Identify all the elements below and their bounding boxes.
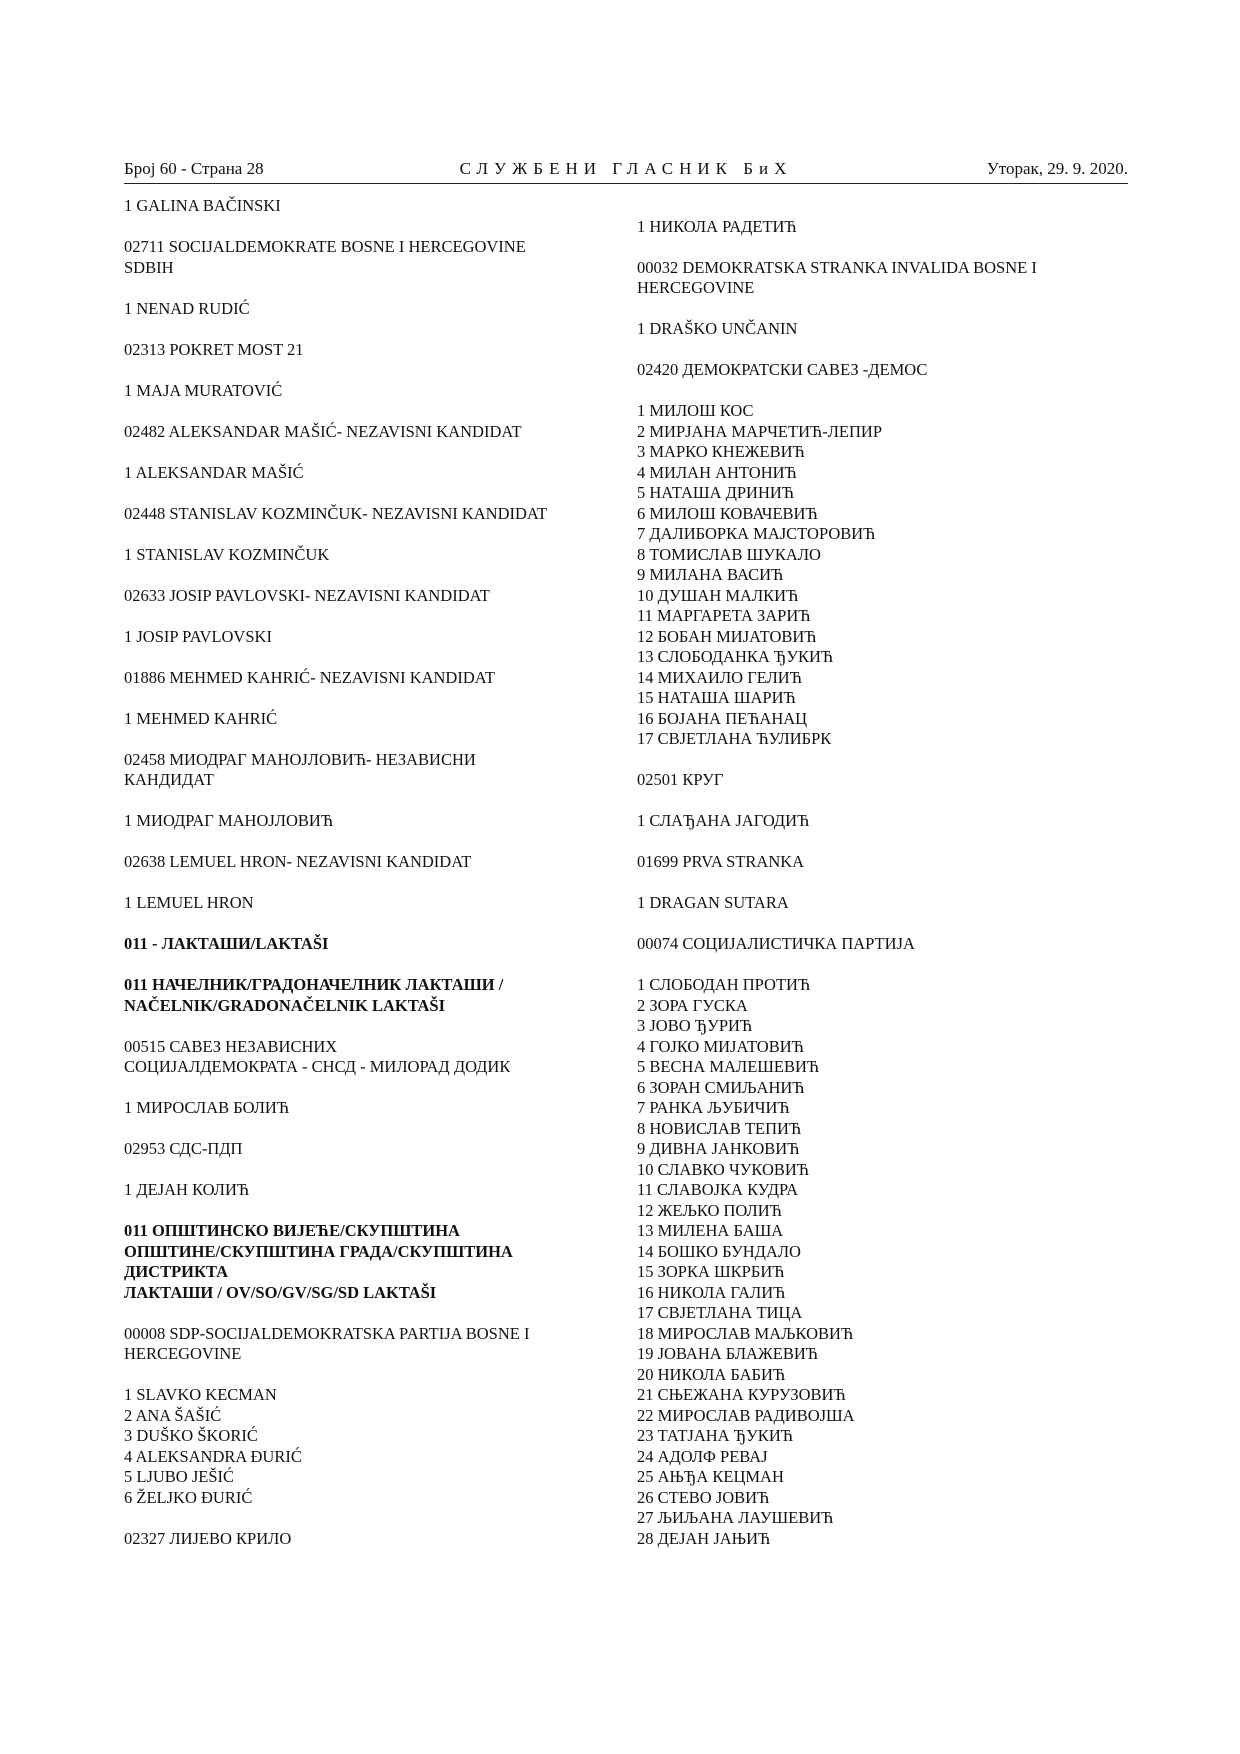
page-header (124, 159, 1128, 184)
text-entry: 02711 SOCIJALDEMOKRATE BOSNE I HERCEGOVINE SDBIH (124, 237, 526, 277)
candidate-list (124, 1385, 594, 1508)
candidate-line: 5 ВЕСНА МАЛЕШЕВИЋ (637, 1057, 820, 1076)
candidate-line: 16 НИКОЛА ГАЛИЋ (637, 1282, 786, 1302)
candidate-line: 24 АДОЛФ РЕВАЈ (637, 1446, 768, 1466)
text-entry: 00032 DEMOKRATSKA STRANKA INVALIDA BOSNE I HERCEGOVINE (637, 257, 1037, 297)
candidate-line: 12 БОБАН МИЈАТОВИЋ (637, 626, 817, 646)
candidate-line: 21 СЊЕЖАНА КУРУЗОВИЋ (637, 1385, 846, 1404)
candidate-line: 23 ТАТЈАНА ЂУКИЋ (637, 1426, 793, 1445)
text-entry: 1 MEHMED KAHRIĆ (124, 708, 278, 728)
candidate-line: 17 СВЈЕТЛАНА ТИЦА (637, 1303, 803, 1322)
candidate-line: 26 СТЕВО ЈОВИЋ (637, 1487, 770, 1507)
candidate-line: 7 РАНКА ЉУБИЧИЋ (637, 1098, 790, 1117)
candidate-line: 8 ТОМИСЛАВ ШУКАЛО (637, 544, 821, 564)
text-entry: 1 DRAŠKO UNČANIN (637, 319, 798, 338)
candidate-line: 14 МИХАИЛО ГЕЛИЋ (637, 667, 802, 687)
candidate-list (637, 975, 1107, 1549)
left-column (124, 196, 594, 1570)
text-entry: 1 ДЕЈАН КОЛИЋ (124, 1180, 250, 1199)
text-entry: 1 DRAGAN SUTARA (637, 893, 789, 912)
candidate-line: 15 НАТАША ШАРИЋ (637, 688, 796, 707)
candidate-line: 3 ЈОВО ЂУРИЋ (637, 1016, 753, 1035)
text-entry: 1 НИКОЛА РАДЕТИЋ (637, 216, 797, 236)
text-entry: 1 STANISLAV KOZMINČUK (124, 544, 330, 564)
candidate-line: 11 МАРГАРЕТА ЗАРИЋ (637, 606, 811, 625)
candidate-line: 25 АЊЂА КЕЦМАН (637, 1467, 784, 1486)
candidate-line: 12 ЖЕЉКО ПОЛИЋ (637, 1200, 782, 1220)
publication-date: Уторак, 29. 9. 2020. (986, 159, 1128, 178)
candidate-line: 2 ANA ŠAŠIĆ (124, 1405, 222, 1425)
candidate-line: 28 ДЕЈАН ЈАЊИЋ (637, 1528, 771, 1548)
candidate-line: 20 НИКОЛА БАБИЋ (637, 1364, 786, 1384)
candidate-line: 2 МИРЈАНА МАРЧЕТИЋ-ЛЕПИР (637, 421, 882, 441)
issue-page-number: Број 60 - Страна 28 (124, 159, 264, 178)
text-entry: 02327 ЛИЈЕВО КРИЛО (124, 1528, 292, 1548)
section-heading: 011 ОПШТИНСКО ВИЈЕЋЕ/СКУПШТИНА ОПШТИНЕ/СКУПШТИНА ГРАДА/СКУПШТИНА ДИСТРИКТА ЛАКТАШИ / OV/SO/GV/SG/SD LAKTAŠI (124, 1221, 513, 1302)
candidate-line: 16 БОЈАНА ПЕЋАНАЦ (637, 708, 808, 728)
candidate-line: 6 ŽELJKO ĐURIĆ (124, 1487, 253, 1507)
text-entry: 00008 SDP-SOCIJALDEMOKRATSKA PARTIJA BOSNE I HERCEGOVINE (124, 1323, 530, 1363)
candidate-list (637, 401, 1107, 750)
candidate-line: 5 LJUBO JEŠIĆ (124, 1467, 235, 1486)
candidate-line: 4 МИЛАН АНТОНИЋ (637, 462, 797, 482)
text-entry: 00515 САВЕЗ НЕЗАВИСНИХ СОЦИЈАЛДЕМОКРАТА - СНСД - МИЛОРАД ДОДИК (124, 1036, 511, 1076)
text-entry: 02638 LEMUEL HRON- NEZAVISNI KANDIDAT (124, 852, 472, 871)
text-entry: 1 JOSIP PAVLOVSKI (124, 626, 272, 646)
candidate-line: 7 ДАЛИБОРКА МАЈСТОРОВИЋ (637, 524, 876, 543)
text-entry: 00074 СОЦИЈАЛИСТИЧКА ПАРТИЈА (637, 934, 915, 953)
candidate-line: 1 СЛОБОДАН ПРОТИЋ (637, 975, 811, 994)
candidate-line: 18 МИРОСЛАВ МАЉКОВИЋ (637, 1323, 854, 1343)
candidate-line: 6 ЗОРАН СМИЉАНИЋ (637, 1077, 805, 1097)
text-entry: 1 СЛАЂАНА ЈАГОДИЋ (637, 811, 810, 830)
text-entry: 02953 СДС-ПДП (124, 1139, 243, 1158)
text-entry: 1 NENAD RUDIĆ (124, 298, 250, 318)
text-entry: 1 МИОДРАГ МАНОЈЛОВИЋ (124, 811, 334, 830)
text-entry: 1 LEMUEL HRON (124, 893, 254, 912)
candidate-line: 2 ЗОРА ГУСКА (637, 995, 748, 1015)
candidate-line: 22 МИРОСЛАВ РАДИВОЈША (637, 1405, 855, 1425)
text-entry: 02501 КРУГ (637, 770, 724, 789)
candidate-line: 11 СЛАВОЈКА КУДРА (637, 1180, 799, 1199)
section-heading: 011 НАЧЕЛНИК/ГРАДОНАЧЕЛНИК ЛАКТАШИ / NAČELNIK/GRADONAČELNIK LAKTAŠI (124, 975, 504, 1015)
candidate-line: 5 НАТАША ДРИНИЋ (637, 483, 795, 502)
candidate-line: 10 ДУШАН МАЛКИЋ (637, 585, 799, 605)
candidate-line: 10 СЛАВКО ЧУКОВИЋ (637, 1159, 810, 1179)
candidate-line: 15 ЗОРКА ШКРБИЋ (637, 1262, 785, 1281)
text-entry: 02482 ALEKSANDAR MAŠIĆ- NEZAVISNI KANDIDAT (124, 421, 522, 441)
candidate-line: 27 ЉИЉАНА ЛАУШЕВИЋ (637, 1508, 834, 1527)
text-entry: 02313 POKRET MOST 21 (124, 339, 304, 359)
text-entry: 01886 MEHMED KAHRIĆ- NEZAVISNI KANDIDAT (124, 667, 495, 687)
right-column (637, 196, 1107, 1570)
candidate-line: 6 МИЛОШ КОВАЧЕВИЋ (637, 503, 818, 523)
candidate-line: 3 DUŠKO ŠKORIĆ (124, 1426, 258, 1445)
gazette-title: СЛУЖБЕНИ ГЛАСНИК БиХ (459, 159, 793, 178)
candidate-line: 8 НОВИСЛАВ ТЕПИЋ (637, 1118, 802, 1138)
candidate-line: 13 СЛОБОДАНКА ЂУКИЋ (637, 647, 834, 666)
candidate-line: 3 МАРКО КНЕЖЕВИЋ (637, 442, 805, 461)
candidate-line: 13 МИЛЕНА БАША (637, 1221, 784, 1240)
text-entry: 1 GALINA BAČINSKI (124, 196, 281, 215)
candidate-line: 9 ДИВНА ЈАНКОВИЋ (637, 1139, 800, 1158)
text-entry: 02420 ДЕМОКРАТСКИ САВЕЗ -ДЕМОС (637, 360, 928, 379)
text-entry: 1 MAJA MURATOVIĆ (124, 380, 283, 400)
candidate-line: 14 БОШКО БУНДАЛО (637, 1241, 801, 1261)
candidate-line: 9 МИЛАНА ВАСИЋ (637, 565, 784, 584)
text-entry: 1 МИРОСЛАВ БОЛИЋ (124, 1098, 290, 1117)
text-entry: 1 ALEKSANDAR MAŠIĆ (124, 462, 304, 482)
candidate-line: 1 SLAVKO KECMAN (124, 1385, 277, 1404)
text-entry: 02633 JOSIP PAVLOVSKI- NEZAVISNI KANDIDAT (124, 585, 490, 605)
candidate-line: 1 МИЛОШ КОС (637, 401, 754, 420)
candidate-line: 4 ГОЈКО МИЈАТОВИЋ (637, 1036, 804, 1056)
candidate-line: 19 ЈОВАНА БЛАЖЕВИЋ (637, 1344, 818, 1363)
text-entry: 02458 МИОДРАГ МАНОЈЛОВИЋ- НЕЗАВИСНИ КАНДИДАТ (124, 749, 476, 789)
text-entry: 01699 PRVA STRANKA (637, 852, 805, 871)
section-heading: 011 - ЛАКТАШИ/LAKTAŠI (124, 934, 329, 953)
candidate-line: 4 ALEKSANDRA ĐURIĆ (124, 1446, 302, 1466)
candidate-line: 17 СВЈЕТЛАНА ЋУЛИБРК (637, 729, 832, 748)
column-top-spacer (637, 196, 1107, 217)
text-entry: 02448 STANISLAV KOZMINČUK- NEZAVISNI KANDIDAT (124, 503, 548, 523)
